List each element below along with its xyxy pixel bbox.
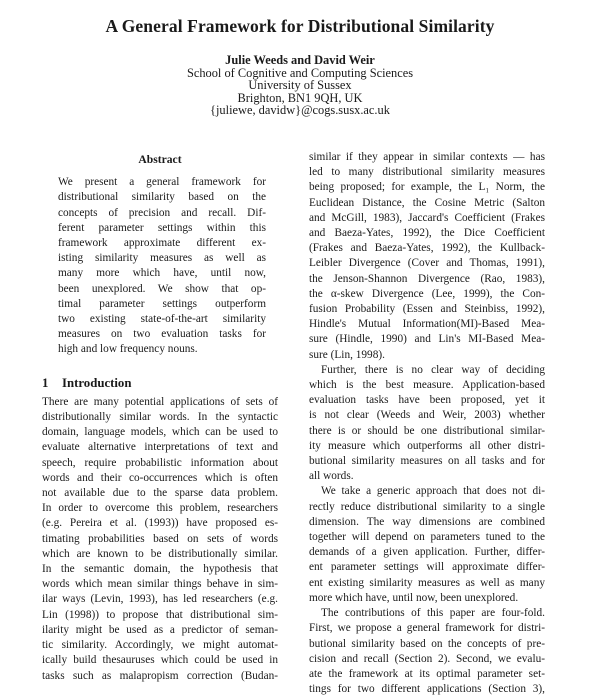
text-line: framework approximate different ex- xyxy=(58,237,266,250)
text-line: ity measure which outperforms all other distri- xyxy=(309,439,545,452)
text-line: led to many distributional similarity measures xyxy=(309,166,545,179)
text-line: timating probabilities based on sets of words xyxy=(42,532,278,545)
introduction-paragraph-4 xyxy=(309,484,545,606)
text-line: First, we propose a general framework for distri- xyxy=(309,622,545,635)
text-line: words which mean similar things behave in sim- xyxy=(42,578,278,591)
text-line: tic similarity. Accordingly, we might automat- xyxy=(42,639,278,652)
text-line: ent existing similarity measures as well as many xyxy=(309,576,545,589)
text-line: (Frakes and Baeza-Yates, 1992), the Kullback- xyxy=(309,242,545,255)
introduction-paragraph-3 xyxy=(309,363,545,485)
text-line: In order to overcome this problem, researchers xyxy=(42,502,278,515)
text-line: measures on two evaluation tasks for xyxy=(58,328,266,341)
introduction-paragraph-5 xyxy=(309,606,545,697)
section-title: Introduction xyxy=(62,375,132,390)
affiliation-address: Brighton, BN1 9QH, UK xyxy=(237,90,363,105)
text-line: which is the best measure. Application-based xyxy=(309,379,545,392)
text-line: Further, there is no clear way of deciding xyxy=(321,363,545,376)
text-line: butional similarity measures on all tasks and for xyxy=(309,455,545,468)
text-line: evaluation tasks have been proposed, yet it xyxy=(309,394,545,407)
text-line: the α-skew Divergence (Lee, 1999), the Con- xyxy=(309,287,545,300)
abstract-heading: Abstract xyxy=(138,153,182,166)
text-line: In the semantic domain, the hypothesis that xyxy=(42,563,278,576)
text-line: ent parameter settings will approximate differ- xyxy=(309,561,545,574)
text-line: ically build thesauruses which could be used in xyxy=(42,654,278,667)
text-line: the Jenson-Shannon Divergence (Rao, 1983), xyxy=(309,272,545,285)
text-line: all words. xyxy=(309,470,354,483)
author-emails: {juliewe, davidw}@cogs.susx.ac.uk xyxy=(210,103,390,118)
text-line: speech, require probabilistic information about xyxy=(42,456,278,469)
text-line: ferent parameter settings within this xyxy=(58,221,266,234)
text-line: being proposed; for example, the L₁ Norm, the xyxy=(309,181,545,194)
text-line: cision and recall (Section 2). Second, we evalu- xyxy=(309,652,545,665)
section-heading-introduction xyxy=(42,376,278,391)
authors: Julie Weeds and David Weir xyxy=(225,53,375,67)
text-line: together will depend on parameters tuned to the xyxy=(309,531,545,544)
text-line: distributionally similar words. In the syntactic xyxy=(42,411,278,424)
text-line: We take a generic approach that does not di- xyxy=(321,485,545,498)
text-line: timal parameter settings outperform xyxy=(58,297,266,310)
text-line: distributional similarity based on the xyxy=(58,191,266,204)
text-line: Leibler Divergence (Cover and Thomas, 1991), xyxy=(309,257,545,270)
text-line: Lin (1998)) to propose that distributional sim- xyxy=(42,608,278,621)
text-line: dimension. The way dimensions are combined xyxy=(309,515,545,528)
paper-title: A General Framework for Distributional Similarity xyxy=(105,16,495,36)
text-line: rectly reduce distributional similarity to a single xyxy=(309,500,545,513)
text-line: ilar ways (Levin, 1993), has led researchers (e.g. xyxy=(42,593,278,606)
text-line: is not clear (Weeds and Weir, 2003) whether xyxy=(309,409,545,422)
text-line: sure (Lin, 1998). xyxy=(309,348,385,361)
introduction-paragraph-1 xyxy=(42,395,278,684)
text-line: (e.g. Pereira et al. (1993)) have proposed es- xyxy=(42,517,278,530)
text-line: and Baeza-Yates, 1992), the Dice Coefficient xyxy=(309,227,545,240)
text-line: words and their co-occurrences which is often xyxy=(42,471,278,484)
text-line: been unexplored. We show that op- xyxy=(58,282,266,295)
text-line: similar if they appear in similar contexts — has xyxy=(309,151,545,163)
text-line: and McGill, 1983), Jaccard's Coefficient (Frakes xyxy=(309,211,545,224)
text-line: there is or should be one distributional similar- xyxy=(309,424,545,437)
text-line: evaluate alternative interpretations of text and xyxy=(42,441,278,454)
text-line: concepts of precision and recall. Dif- xyxy=(58,206,266,219)
text-line: butional similarity based on the concepts of pre- xyxy=(309,637,545,650)
text-line: Euclidean Distance, the Cosine Metric (Salton xyxy=(309,196,545,209)
text-line: ilarity might be used as a predictor of seman- xyxy=(42,623,278,636)
left-column xyxy=(42,152,278,684)
affiliation-university: University of Sussex xyxy=(248,78,352,93)
text-line: sure (Hindle, 1990) and Lin's MI-Based Mea- xyxy=(309,333,545,346)
text-line: isting similarity measures as well as xyxy=(58,252,266,265)
text-line: There are many potential applications of sets of xyxy=(42,395,278,408)
text-line: more which have, until now, been unexplored. xyxy=(309,591,519,604)
text-line: tasks such as malapropism correction (Budan- xyxy=(42,669,278,682)
text-line: The contributions of this paper are four-fold. xyxy=(321,607,545,620)
text-line: two existing state-of-the-art similarity xyxy=(58,313,266,326)
text-line: Hindle's Mutual Information(MI)-Based Mea- xyxy=(309,318,545,331)
right-column xyxy=(309,150,545,697)
text-line: which are known to be distributionally similar. xyxy=(42,547,278,560)
author-block xyxy=(0,54,600,117)
text-line: ate the framework at its optimal parameter set- xyxy=(309,667,545,680)
text-line: not available due to the sparse data problem. xyxy=(42,487,278,500)
abstract-body xyxy=(58,175,266,357)
section-number: 1 xyxy=(42,375,49,390)
text-line: high and low frequency nouns. xyxy=(58,343,198,356)
text-line: We present a general framework for xyxy=(58,176,266,189)
text-line: fusion Probability (Essen and Steinbiss, 1992), xyxy=(309,303,545,316)
text-line: demands of a given application. Further, differ- xyxy=(309,546,545,559)
affiliation-school: School of Cognitive and Computing Sciences xyxy=(186,65,414,80)
introduction-paragraph-2 xyxy=(309,150,545,363)
text-line: tings for two different applications (Section 3), xyxy=(309,683,545,696)
text-line: many more which have, until now, xyxy=(58,267,266,280)
text-line: domain, language models, which can be used to xyxy=(42,426,278,439)
